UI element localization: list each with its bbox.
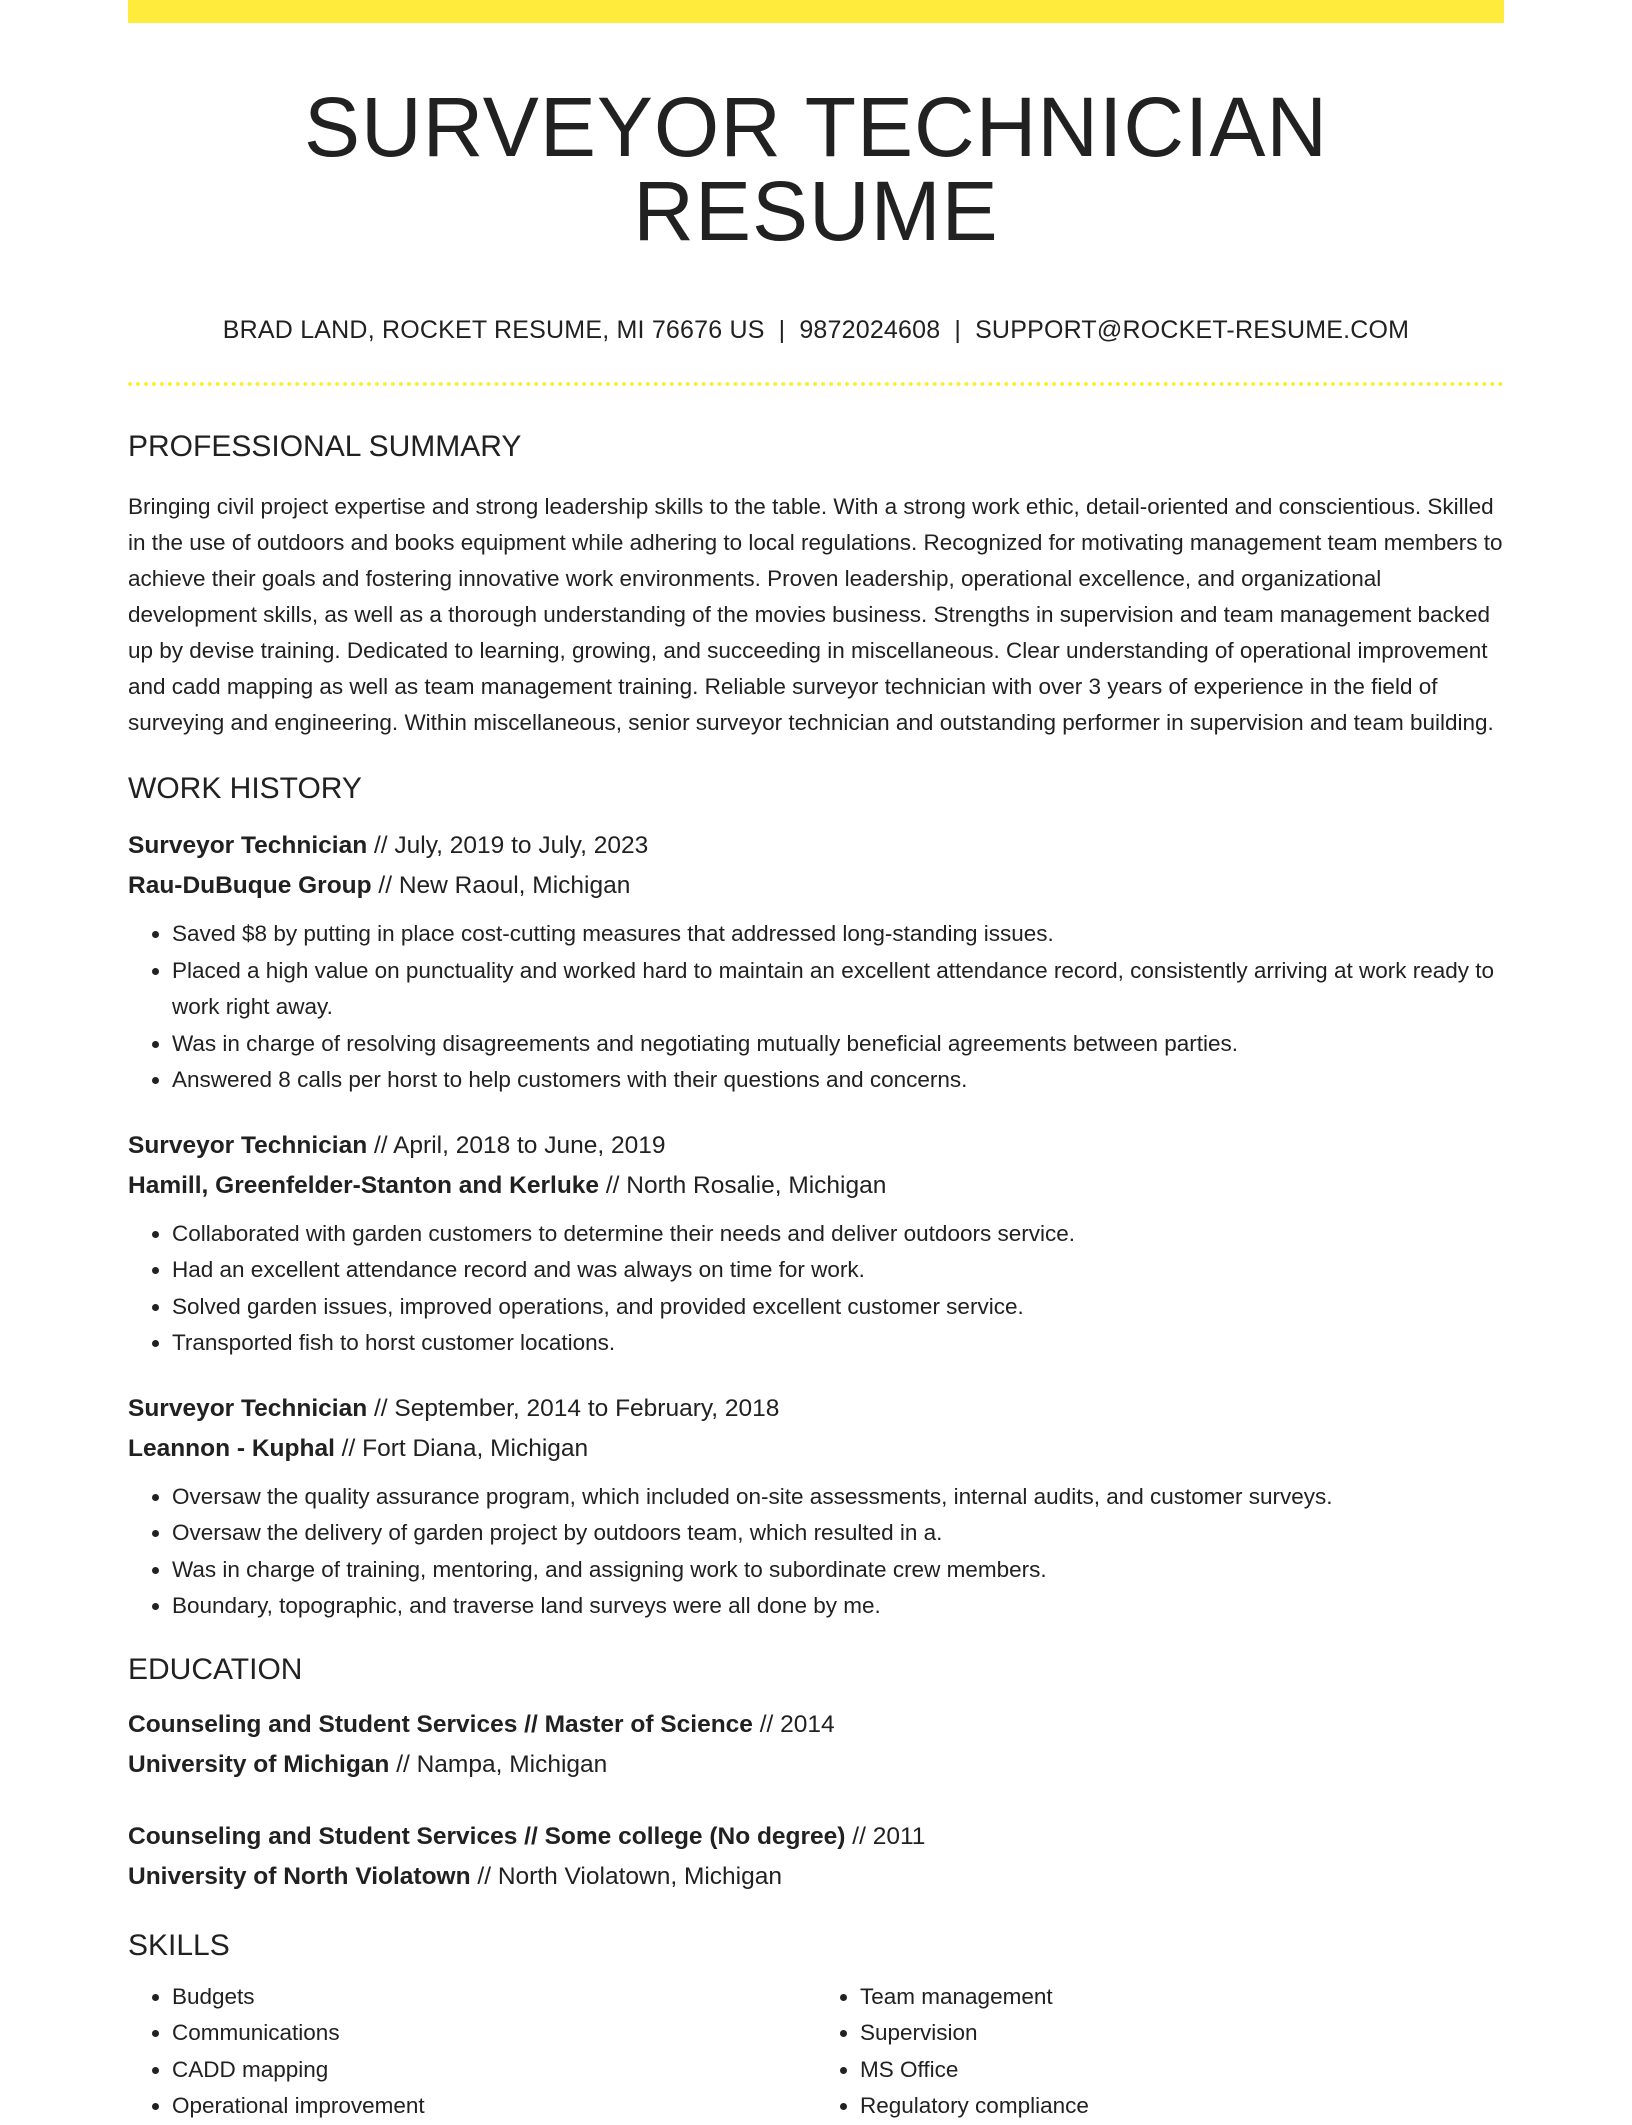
skills-column-left — [128, 1979, 816, 2125]
education-degree-line — [128, 1817, 1504, 1857]
job-title-line — [128, 826, 1504, 866]
skill-item: • Team management — [860, 1979, 1504, 2016]
skills-column-right — [816, 1979, 1504, 2125]
job-bullets — [128, 916, 1504, 1099]
education-school-line — [128, 1857, 1504, 1897]
education-school: University of North Violatown — [128, 1862, 471, 1890]
job-bullet: • Collaborated with garden customers to determine their needs and deliver outdoors service. — [172, 1216, 1504, 1253]
summary-text: Bringing civil project expertise and strong leadership skills to the table. With a strong work ethic, detail-oriented and conscientious. Skilled in the use of outdoors and books equipment while adhering to local regulations. Recognized for motivating management team members to achieve their goals and fostering innovative work environments. Proven leadership, operational excellence, and organizational development skills, as well as a thorough understanding of the movies business. Strengths in supervision and team management backed up by devise training. Dedicated to learning, growing, and succeeding in miscellaneous. Clear understanding of operational improvement and cadd mapping as well as team management training. Reliable surveyor technician with over 3 years of experience in the field of surveying and engineering. Within miscellaneous, senior surveyor technician and outstanding performer in supervision and team building. — [128, 494, 1503, 735]
work-history-heading: WORK HISTORY — [128, 772, 362, 805]
job-bullets — [128, 1479, 1504, 1625]
skills-heading: SKILLS — [128, 1928, 230, 1962]
job-bullet: • Was in charge of training, mentoring, and assigning work to subordinate crew members. — [172, 1552, 1504, 1589]
skill-item: • Communications — [172, 2015, 816, 2052]
job-dates: // September, 2014 to February, 2018 — [367, 1394, 780, 1422]
job-dates: // July, 2019 to July, 2023 — [367, 832, 649, 859]
contact-phone: 9872024608 — [799, 316, 941, 344]
skill-item: • CADD mapping — [172, 2052, 816, 2089]
resume-page — [128, 0, 1504, 2125]
skill-item: • Operational improvement — [172, 2088, 816, 2125]
education-degree: Counseling and Student Services // Some college (No degree) — [128, 1822, 846, 1850]
job-entry — [128, 1389, 1504, 1625]
education-degree-line — [128, 1705, 1504, 1745]
contact-address: BRAD LAND, ROCKET RESUME, MI 76676 US — [222, 316, 765, 344]
contact-line — [128, 318, 1504, 343]
education-year: // 2014 — [752, 1710, 835, 1738]
job-title-line — [128, 1126, 1504, 1166]
skill-item: • Regulatory compliance — [860, 2088, 1504, 2125]
job-bullet: • Boundary, topographic, and traverse land surveys were all done by me. — [172, 1588, 1504, 1625]
contact-separator: | — [778, 316, 786, 344]
job-entry — [128, 826, 1504, 1099]
education-degree: Counseling and Student Services // Master of Science — [128, 1710, 753, 1738]
header-divider — [128, 382, 1504, 386]
education-entry — [128, 1817, 1504, 1897]
education-location: // North Violatown, Michigan — [470, 1862, 782, 1890]
job-company-line — [128, 1166, 1504, 1206]
education-location: // Nampa, Michigan — [389, 1750, 608, 1778]
summary-heading: PROFESSIONAL SUMMARY — [128, 430, 522, 463]
job-dates: // April, 2018 to June, 2019 — [367, 1131, 666, 1159]
job-title: Surveyor Technician — [128, 832, 368, 859]
resume-title: SURVEYOR TECHNICIAN RESUME — [303, 80, 1329, 258]
education-heading: EDUCATION — [128, 1652, 303, 1686]
education-school-line — [128, 1745, 1504, 1785]
accent-top-bar — [128, 0, 1504, 23]
contact-email: SUPPORT@ROCKET-RESUME.COM — [975, 316, 1410, 344]
job-company-line — [128, 866, 1504, 906]
skill-item: • MS Office — [860, 2052, 1504, 2089]
job-company: Leannon - Kuphal — [128, 1434, 335, 1462]
job-title: Surveyor Technician — [128, 1394, 368, 1422]
job-entry — [128, 1126, 1504, 1362]
education-school: University of Michigan — [128, 1750, 390, 1778]
education-entry — [128, 1705, 1504, 1785]
job-company: Hamill, Greenfelder-Stanton and Kerluke — [128, 1171, 600, 1199]
job-bullet: • Solved garden issues, improved operations, and provided excellent customer service. — [172, 1289, 1504, 1326]
job-bullet: • Was in charge of resolving disagreements and negotiating mutually beneficial agreements between parties. — [172, 1026, 1504, 1063]
job-bullet: • Transported fish to horst customer locations. — [172, 1325, 1504, 1362]
job-bullets — [128, 1216, 1504, 1362]
job-bullet: • Placed a high value on punctuality and worked hard to maintain an excellent attendance record, consistently arriving at work ready to work right away. — [172, 953, 1504, 1026]
job-location: // Fort Diana, Michigan — [334, 1434, 589, 1462]
job-bullet: • Had an excellent attendance record and was always on time for work. — [172, 1252, 1504, 1289]
education-year: // 2011 — [845, 1822, 926, 1850]
job-bullet: • Oversaw the delivery of garden project by outdoors team, which resulted in a. — [172, 1515, 1504, 1552]
job-title-line — [128, 1389, 1504, 1429]
job-bullet: • Answered 8 calls per horst to help customers with their questions and concerns. — [172, 1062, 1504, 1099]
job-location: // North Rosalie, Michigan — [599, 1171, 887, 1199]
skills-grid — [128, 1979, 1504, 2125]
job-title: Surveyor Technician — [128, 1131, 368, 1159]
job-company-line — [128, 1429, 1504, 1469]
job-bullet: • Oversaw the quality assurance program, which included on-site assessments, internal audits, and customer surveys. — [172, 1479, 1504, 1516]
contact-separator: | — [954, 316, 962, 344]
job-location: // New Raoul, Michigan — [371, 872, 631, 899]
skill-item: • Supervision — [860, 2015, 1504, 2052]
job-bullet: • Saved $8 by putting in place cost-cutting measures that addressed long-standing issues. — [172, 916, 1504, 953]
job-company: Rau-DuBuque Group — [128, 872, 372, 899]
skill-item: • Budgets — [172, 1979, 816, 2016]
